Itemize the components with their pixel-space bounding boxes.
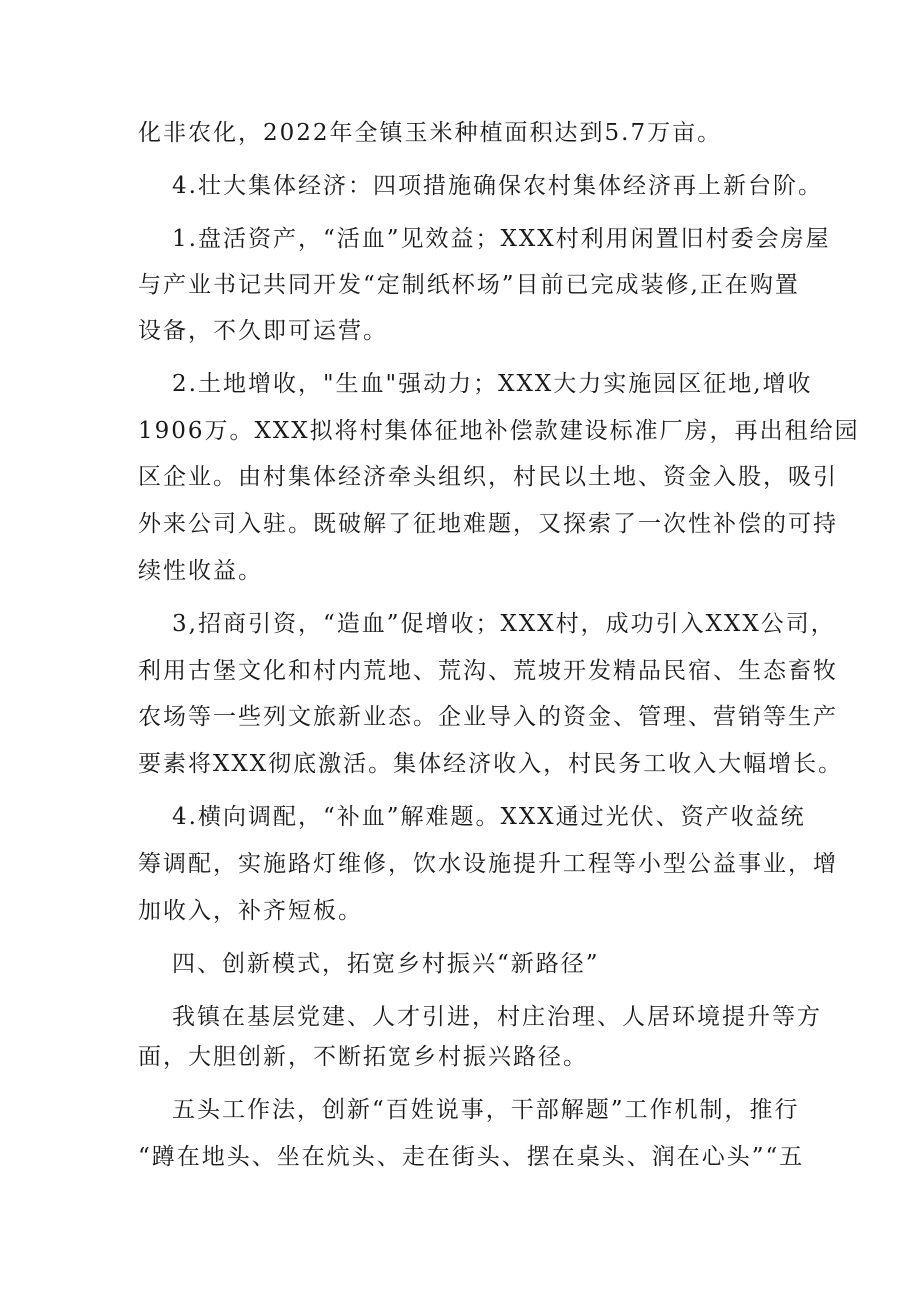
text-line: 面，大胆创新，不断拓宽乡村振兴路径。	[138, 1044, 588, 1070]
text-line: 1.盘活资产，“活血”见效益；XXX村利用闲置旧村委会房屋	[172, 226, 831, 252]
text-line: 我镇在基层党建、人才引进，村庄治理、人居环境提升等方	[172, 1004, 822, 1030]
text-line: 化非农化，2022年全镇玉米种植面积达到5.7万亩。	[138, 120, 723, 146]
text-line: 与产业书记共同开发“定制纸杯场”目前已完成装修,正在购置	[138, 272, 800, 298]
text-line: 要素将XXX彻底激活。集体经济收入，村民务工收入大幅增长。	[138, 751, 844, 777]
text-line: 3,招商引资，“造血”促增收；XXX村，成功引入XXX公司，	[172, 611, 836, 637]
text-line: 2.土地增收，"生血"强动力；XXX大力实施园区征地,增收	[172, 371, 813, 397]
text-line: 4.壮大集体经济：四项措施确保农村集体经济再上新台阶。	[172, 173, 823, 199]
section-heading: 四、创新模式，拓宽乡村振兴“新路径”	[172, 951, 600, 977]
text-line: 加收入，补齐短板。	[138, 898, 363, 924]
text-line: 外来公司入驻。既破解了征地难题，又探索了一次性补偿的可持	[138, 511, 838, 537]
text-line: 五头工作法，创新“百姓说事，干部解题”工作机制，推行	[172, 1097, 800, 1123]
text-line: “蹲在地头、坐在炕头、走在街头、摆在桌头、润在心头”“五	[138, 1144, 805, 1170]
text-line: 区企业。由村集体经济牵头组织，村民以土地、资金入股，吸引	[138, 464, 838, 490]
text-line: 农场等一些列文旅新业态。企业导入的资金、管理、营销等生产	[138, 704, 838, 730]
text-line: 4.横向调配，“补血”解难题。XXX通过光伏、资产收益统	[172, 804, 806, 830]
text-line: 1906万。XXX拟将村集体征地补偿款建设标准厂房，再出租给园	[138, 418, 860, 444]
text-line: 筹调配，实施路灯维修，饮水设施提升工程等小型公益事业，增	[138, 851, 838, 877]
text-line: 设备，不久即可运营。	[138, 318, 388, 344]
text-line: 利用古堡文化和村内荒地、荒沟、荒坡开发精品民宿、生态畜牧	[138, 658, 838, 684]
text-line: 续性收益。	[138, 558, 263, 584]
